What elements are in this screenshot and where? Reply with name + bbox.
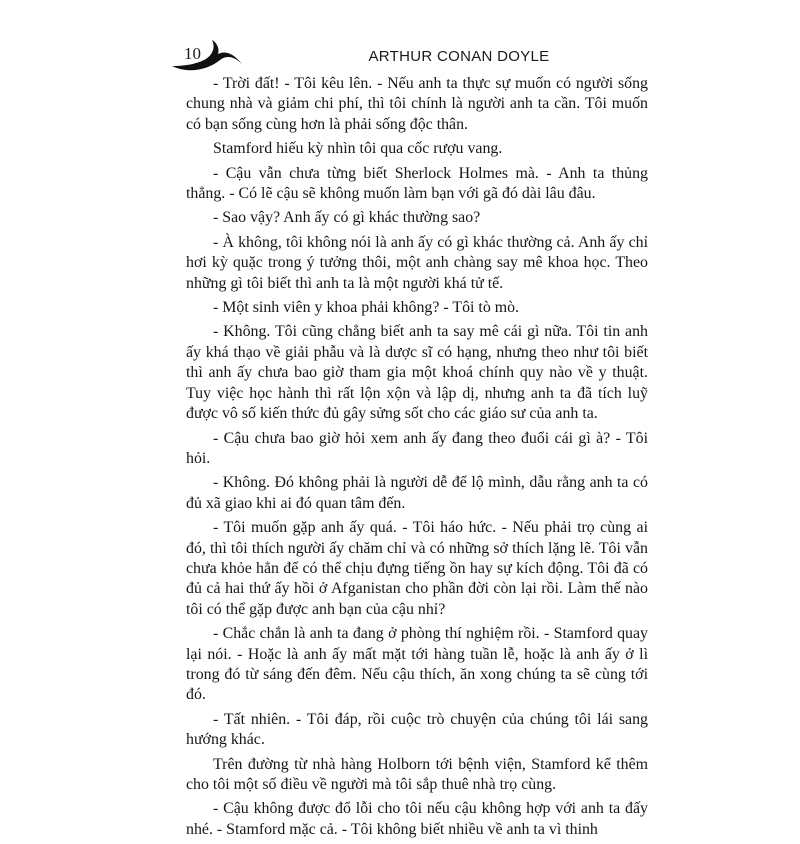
paragraph: - Cậu chưa bao giờ hỏi xem anh ấy đang theo đuổi cái gì à? - Tôi hỏi. xyxy=(186,429,648,467)
paragraph: - Sao vậy? Anh ấy có gì khác thường sao? xyxy=(213,209,481,227)
paragraph: Stamford hiếu kỳ nhìn tôi qua cốc rượu vang. xyxy=(213,140,503,158)
paragraph: - Không. Tôi cũng chẳng biết anh ta say mê cái gì nữa. Tôi tin anh ấy khá thạo về giải phẫu và là dược sĩ có hạng, nhưng theo như tôi biết thì anh ấy chưa bao giờ tham gia một khoá chính quy nào về y thuật. Tuy việc học hành thì rất lộn xộn và lập dị, nhưng anh ta đã tích luỹ được vô số kiến thức đủ gây sửng sốt cho các giáo sư của anh ta. xyxy=(186,323,648,423)
paragraph: - Chắc chắn là anh ta đang ở phòng thí nghiệm rồi. - Stamford quay lại nói. - Hoặc là anh ấy mất mặt tới hàng tuần lễ, hoặc là anh ấy ở lì trong đó từ sáng đến đêm. Nếu cậu thích, ăn xong chúng ta sẽ cùng tới đó. xyxy=(186,625,648,704)
page-header xyxy=(168,36,668,76)
paragraph: - À không, tôi không nói là anh ấy có gì khác thường cả. Anh ấy chỉ hơi kỳ quặc trong ý tưởng thôi, một anh chàng say mê khoa học. Theo những gì tôi biết thì anh ta là một người khá tử tế. xyxy=(186,233,648,292)
page-number: 10 xyxy=(184,44,201,63)
running-title: ARTHUR CONAN DOYLE xyxy=(368,48,550,65)
paragraph: Trên đường từ nhà hàng Holborn tới bệnh viện, Stamford kể thêm cho tôi một số điều về người mà tôi sắp thuê nhà trọ cùng. xyxy=(186,755,648,793)
paragraph: - Không. Đó không phải là người dễ để lộ mình, dẫu rằng anh ta có đủ xã giao khi ai đó quan tâm đến. xyxy=(186,474,648,512)
body-text xyxy=(186,74,648,844)
paragraph: - Một sinh viên y khoa phải không? - Tôi tò mò. xyxy=(213,299,520,317)
paragraph: - Cậu không được đổ lỗi cho tôi nếu cậu không hợp với anh ta đấy nhé. - Stamford mặc cả. - Tôi không biết nhiều về anh ta vì thinh xyxy=(186,800,648,838)
paragraph: - Trời đất! - Tôi kêu lên. - Nếu anh ta thực sự muốn có người sống chung nhà và giảm chi phí, thì tôi chính là người anh ta cần. Tôi muốn có bạn sống cùng hơn là phải sống độc thân. xyxy=(186,75,648,133)
paragraph: - Tất nhiên. - Tôi đáp, rồi cuộc trò chuyện của chúng tôi lái sang hướng khác. xyxy=(186,710,648,749)
paragraph: - Tôi muốn gặp anh ấy quá. - Tôi háo hức. - Nếu phải trọ cùng ai đó, thì tôi thích người ấy chăm chỉ và có những sở thích lặng lẽ. Tôi vẫn chưa khỏe hẳn để có thể chịu đựng tiếng ồn hay sự kích động. Tôi đã có đủ cả hai thứ ấy hồi ở Afganistan cho phần đời còn lại rồi. Làm thế nào tôi có thể gặp được anh bạn của cậu nhỉ? xyxy=(186,519,648,618)
paragraph: - Cậu vẫn chưa từng biết Sherlock Holmes mà. - Anh ta thủng thẳng. - Có lẽ cậu sẽ không muốn làm bạn với gã đó dài lâu đâu. xyxy=(186,164,648,203)
